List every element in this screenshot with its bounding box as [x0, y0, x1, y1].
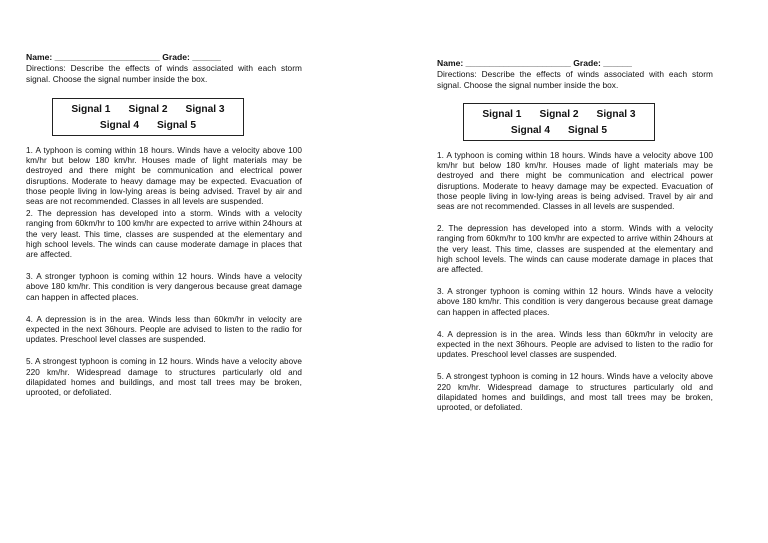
item-5: 5. A strongest typhoon is coming in 12 hours. Winds have a velocity above 220 km/hr. Widespread damage to structures particularly old and dilapidated homes and buildings, and most tall trees may be broken, uprooted, or defoliated. — [26, 357, 302, 398]
item-1: 1. A typhoon is coming within 18 hours. Winds have a velocity above 100 km/hr but below 180 km/hr. Houses made of light materials may be destroyed and there might be communication and electrical power disruptions. Moderate to heavy damage may be expected. Evacuation of those people living in low-lying areas is being advised. Travel by air and seas are not recommended. Classes in all levels are suspended. — [26, 146, 302, 207]
item-1: 1. A typhoon is coming within 18 hours. Winds have a velocity above 100 km/hr but below 180 km/hr. Houses made of light materials may be destroyed and there might be communication and electrical power disruptions. Moderate to heavy damage may be expected. Evacuation of those people living in low-lying areas is being advised. Travel by air and seas are not recommended. Classes in all levels are suspended. — [437, 151, 713, 212]
item-3: 3. A stronger typhoon is coming within 12 hours. Winds have a velocity above 180 km/hr. This condition is very dangerous because great damage can happen in affected places. — [26, 272, 302, 302]
worksheet-left — [26, 52, 302, 398]
signal-3: Signal 3 — [185, 104, 225, 115]
name-grade-line: Name: ______________________ Grade: ______ — [437, 58, 632, 68]
signal-4: Signal 4 — [99, 120, 139, 131]
item-2: 2. The depression has developed into a storm. Winds with a velocity ranging from 60km/hr to 100 km/hr are expected to arrive within 24hours at the very least. This time, classes are suspended at the elementary and high school levels. The winds can cause moderate damage in places that are affected. — [437, 224, 713, 275]
worksheet-right — [437, 58, 713, 413]
signal-row-2 — [464, 123, 654, 139]
item-3: 3. A stronger typhoon is coming within 12 hours. Winds have a velocity above 180 km/hr. This condition is very dangerous because great damage can happen in affected places. — [437, 287, 713, 317]
signal-row-1 — [53, 102, 243, 118]
signal-box — [52, 98, 244, 136]
signal-row-1 — [464, 107, 654, 123]
signal-1: Signal 1 — [482, 109, 522, 120]
items-list — [26, 146, 302, 398]
signal-2: Signal 2 — [539, 109, 579, 120]
items-list — [437, 151, 713, 413]
item-5: 5. A strongest typhoon is coming in 12 hours. Winds have a velocity above 220 km/hr. Widespread damage to structures particularly old and dilapidated homes and buildings, and most tall trees may be broken, uprooted, or defoliated. — [437, 372, 713, 413]
item-4: 4. A depression is in the area. Winds less than 60km/hr in velocity are expected in the next 36hours. People are advised to listen to the radio for updates. Preschool level classes are suspended. — [26, 314, 302, 345]
signal-5: Signal 5 — [157, 120, 197, 131]
signal-4: Signal 4 — [510, 125, 550, 136]
signal-3: Signal 3 — [596, 109, 636, 120]
signal-1: Signal 1 — [71, 104, 111, 115]
signal-5: Signal 5 — [568, 125, 608, 136]
signal-box — [463, 103, 655, 141]
item-4: 4. A depression is in the area. Winds less than 60km/hr in velocity are expected in the next 36hours. People are advised to listen to the radio for updates. Preschool level classes are suspended. — [437, 329, 713, 360]
signal-2: Signal 2 — [128, 104, 168, 115]
directions: Directions: Describe the effects of winds associated with each storm signal. Choose the signal number inside the box. — [437, 69, 713, 90]
signal-row-2 — [53, 118, 243, 134]
directions: Directions: Describe the effects of winds associated with each storm signal. Choose the signal number inside the box. — [26, 63, 302, 84]
item-2: 2. The depression has developed into a storm. Winds with a velocity ranging from 60km/hr to 100 km/hr are expected to arrive within 24hours at the very least. This time, classes are suspended at the elementary and high school levels. The winds can cause moderate damage in places that are affected. — [26, 209, 302, 260]
name-grade-line: Name: ______________________ Grade: ______ — [26, 52, 221, 62]
